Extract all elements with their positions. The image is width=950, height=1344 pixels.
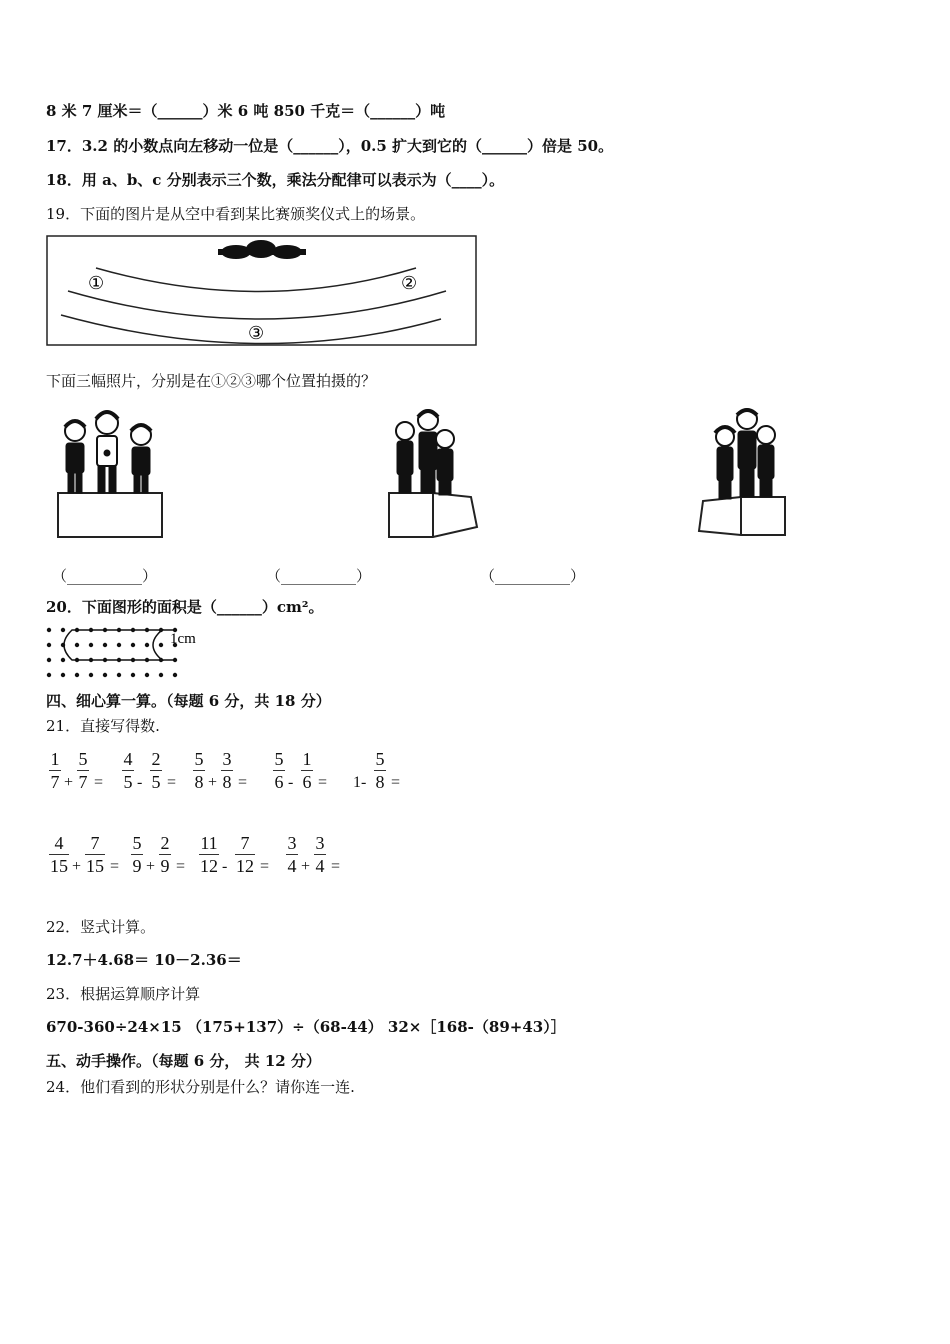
position-3-label: ③: [248, 323, 265, 344]
grid-dot: [159, 673, 163, 677]
numerator: 11: [200, 833, 218, 853]
fraction: [220, 748, 234, 793]
q19-sub-question: 下面三幅照片，分别是在①②③哪个位置拍摄的？: [46, 372, 377, 390]
denominator: 4: [315, 856, 325, 876]
operator: -: [137, 774, 143, 791]
denominator: 15: [50, 856, 68, 876]
grid-dot: [103, 673, 107, 677]
numerator: 1: [302, 749, 312, 769]
fraction: [158, 832, 172, 877]
award-stage-aerial-diagram: [46, 235, 478, 347]
unit-label-1cm: 1cm: [170, 631, 196, 647]
numerator: 4: [123, 749, 133, 769]
equals-sign: =: [331, 858, 341, 875]
fraction: [76, 748, 90, 793]
grid-dot: [89, 643, 93, 647]
numerator: 2: [151, 749, 161, 769]
grid-dot: [145, 673, 149, 677]
grid-dot: [47, 658, 51, 662]
numerator: 3: [287, 833, 297, 853]
numerator: 5: [132, 833, 142, 853]
grid-dot: [145, 643, 149, 647]
podium-photo-left-side: [385, 405, 480, 540]
question-17: 17．3.2 的小数点向左移动一位是（______），0.5 扩大到它的（______）倍是 50。: [46, 137, 614, 155]
whole-number-term: 1-: [353, 774, 367, 791]
equals-sign: =: [110, 858, 120, 875]
q22-problems: 12.7＋4.68＝ 10－2.36＝: [46, 951, 242, 969]
section-4-heading: 四、细心算一算。（每题 6 分，共 18 分）: [46, 692, 331, 710]
operator: +: [301, 858, 311, 875]
denominator: 5: [151, 772, 161, 792]
numerator: 4: [54, 833, 64, 853]
numerator: 3: [315, 833, 325, 853]
grid-dot: [89, 673, 93, 677]
section-5-heading: 五、动手操作。（每题 6 分， 共 12 分）: [46, 1052, 321, 1070]
denominator: 8: [375, 772, 385, 792]
equals-sign: =: [167, 774, 177, 791]
equals-sign: =: [318, 774, 328, 791]
operator: +: [208, 774, 218, 791]
grid-dot: [173, 673, 177, 677]
numerator: 5: [375, 749, 385, 769]
denominator: 9: [132, 856, 142, 876]
grid-dot: [47, 628, 51, 632]
fraction: [300, 748, 314, 793]
fraction: [285, 832, 299, 877]
fraction: [373, 748, 387, 793]
grid-dot: [131, 643, 135, 647]
dot-grid-area-figure: [44, 626, 224, 676]
grid-dot: [47, 643, 51, 647]
podium-photo-right-side: [695, 405, 790, 540]
denominator: 5: [123, 772, 133, 792]
equals-sign: =: [238, 774, 248, 791]
fraction: [192, 748, 206, 793]
question-19: 19．下面的图片是从空中看到某比赛颁奖仪式上的场景。: [46, 205, 426, 223]
q23-problems: 670-360÷24×15 （175+137）÷（68-44） 32×［168-（89+43）］: [46, 1018, 566, 1036]
grid-dot: [61, 673, 65, 677]
fraction: [272, 748, 286, 793]
fraction: [234, 832, 256, 877]
operator: -: [288, 774, 294, 791]
position-2-label: ②: [401, 273, 418, 294]
numerator: 5: [274, 749, 284, 769]
position-1-label: ①: [88, 273, 105, 294]
question-22: 22．竖式计算。: [46, 918, 156, 936]
question-23: 23．根据运算顺序计算: [46, 985, 201, 1003]
fraction: [48, 748, 62, 793]
denominator: 7: [50, 772, 60, 792]
operator: -: [222, 858, 228, 875]
equals-sign: =: [176, 858, 186, 875]
question-20: 20．下面图形的面积是（______）cm²。: [46, 598, 324, 616]
question-18: 18．用 a、b、c 分别表示三个数，乘法分配律可以表示为（____）。: [46, 171, 505, 189]
operator: +: [146, 858, 156, 875]
numerator: 7: [90, 833, 100, 853]
denominator: 4: [287, 856, 297, 876]
grid-dot: [159, 643, 163, 647]
fraction: [121, 748, 135, 793]
grid-dot: [117, 673, 121, 677]
grid-dot: [75, 643, 79, 647]
grid-dot: [61, 658, 65, 662]
fraction: [198, 832, 220, 877]
grid-dot: [47, 673, 51, 677]
fraction: [84, 832, 106, 877]
denominator: 12: [200, 856, 218, 876]
denominator: 8: [194, 772, 204, 792]
denominator: 6: [302, 772, 312, 792]
photo-1-answer-blank[interactable]: （__________）: [52, 567, 158, 585]
podium-photo-front: [55, 405, 167, 540]
fraction: [313, 832, 327, 877]
denominator: 9: [160, 856, 170, 876]
operator: +: [64, 774, 74, 791]
numerator: 3: [222, 749, 232, 769]
fraction: [149, 748, 163, 793]
denominator: 15: [86, 856, 104, 876]
grid-dot: [117, 643, 121, 647]
denominator: 7: [78, 772, 88, 792]
grid-dot: [103, 643, 107, 647]
denominator: 12: [236, 856, 254, 876]
operator: +: [72, 858, 82, 875]
numerator: 5: [194, 749, 204, 769]
equals-sign: =: [391, 774, 401, 791]
equals-sign: =: [94, 774, 104, 791]
fraction: [48, 832, 70, 877]
photo-2-answer-blank[interactable]: （__________）: [266, 567, 372, 585]
fraction: [130, 832, 144, 877]
question-21: 21．直接写得数.: [46, 717, 160, 735]
equals-sign: =: [260, 858, 270, 875]
grid-dot: [61, 628, 65, 632]
question-24: 24．他们看到的形状分别是什么？请你连一连.: [46, 1078, 355, 1096]
numerator: 2: [160, 833, 170, 853]
numerator: 5: [78, 749, 88, 769]
q16-tail: 8 米 7 厘米＝（______）米 6 吨 850 千克＝（______）吨: [46, 102, 446, 120]
grid-dot: [75, 673, 79, 677]
photo-3-answer-blank[interactable]: （__________）: [480, 567, 586, 585]
denominator: 8: [222, 772, 232, 792]
denominator: 6: [274, 772, 284, 792]
numerator: 1: [50, 749, 60, 769]
numerator: 7: [240, 833, 250, 853]
grid-dot: [131, 673, 135, 677]
